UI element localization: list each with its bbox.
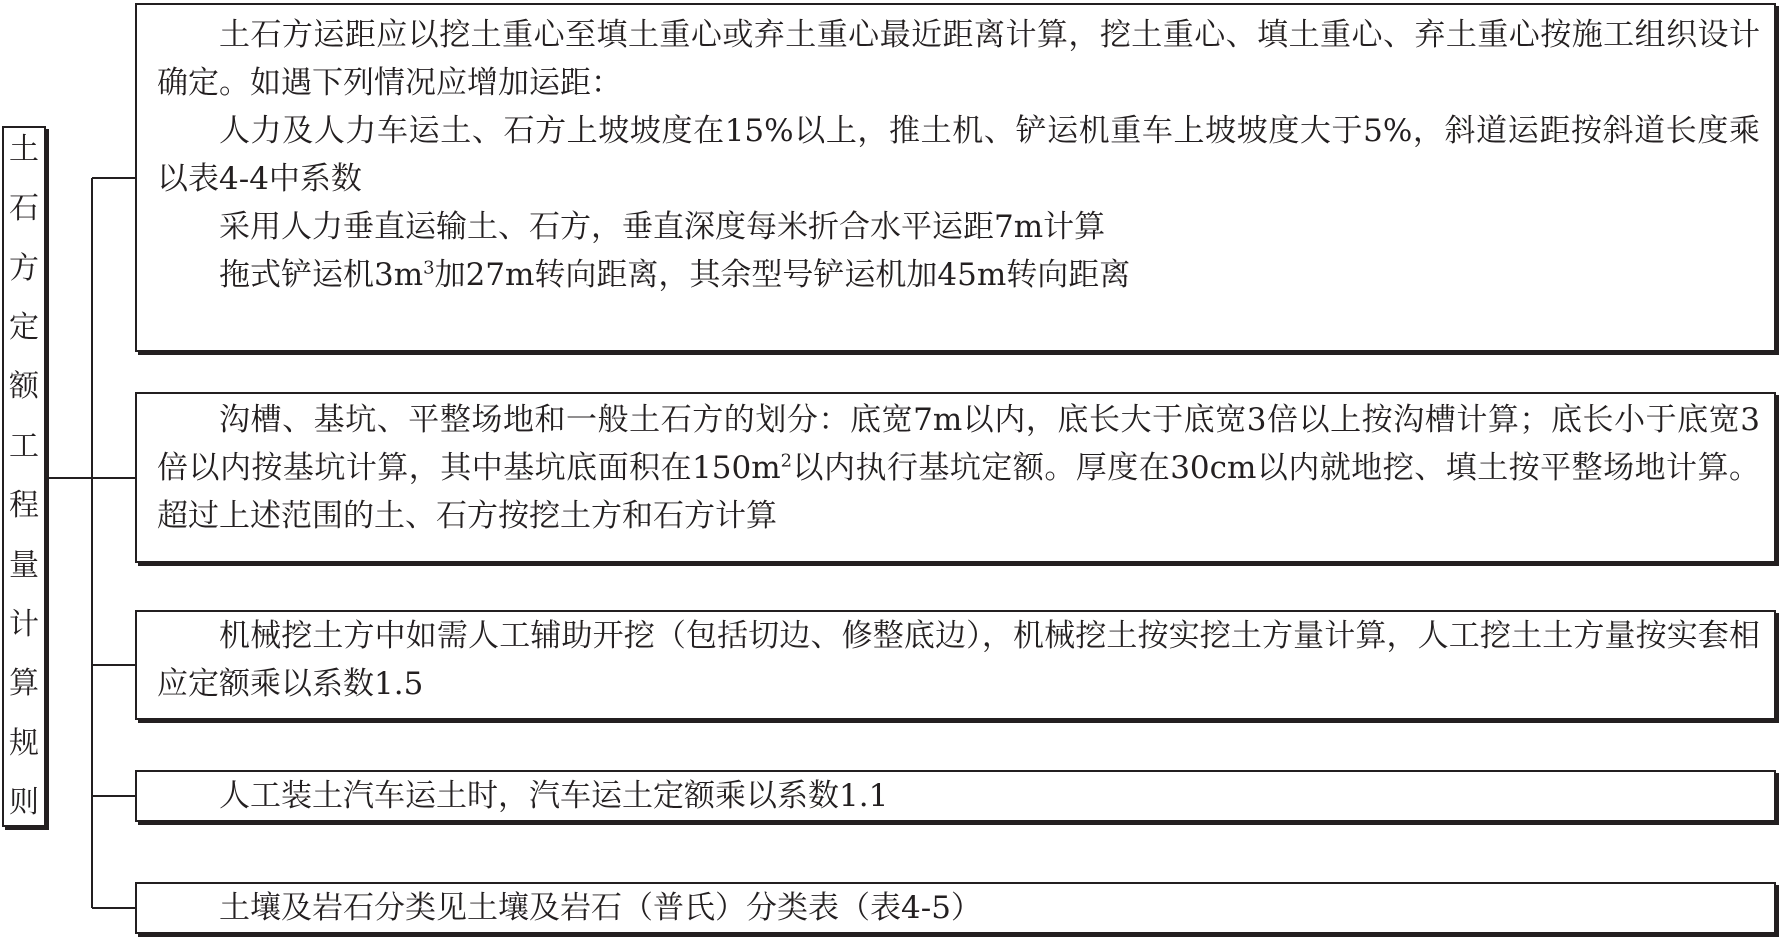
rule-text: 人力及人力车运土、石方上坡坡度在15%以上，推土机、铲运机重车上坡坡度大于5%，斜道运距按斜道长度乘以表4-4中系数 (157, 113, 1760, 197)
superscript: 2 (780, 450, 793, 472)
root-title-char: 规 (9, 725, 39, 761)
rule-box-soil-classification (135, 882, 1776, 934)
rule-text: 土石方运距应以挖土重心至填土重心或弃土重心最近距离计算，挖土重心、填土重心、弃土重心按施工组织设计确定。如遇下列情况应增加运距： (157, 17, 1760, 101)
rule-box-truck-transport (135, 770, 1776, 822)
root-title-box (2, 126, 46, 827)
rule-text-part: 加27m转向距离，其余型号铲运机加45m转向距离 (434, 257, 1131, 293)
rule-box-classification (135, 392, 1776, 563)
root-title-char: 额 (9, 369, 39, 405)
rule-text (157, 251, 1760, 299)
rule-text-part: 以内执行基坑定额。厚度在30cm以内就地挖、填土按平整场地计算。超过上述范围的土、石方按挖土方和石方计算 (157, 450, 1760, 534)
rule-box-haul-distance (135, 3, 1776, 352)
root-title-char: 计 (9, 606, 39, 642)
rule-text: 机械挖土方中如需人工辅助开挖（包括切边、修整底边），机械挖土按实挖土方量计算，人工挖土土方量按实套相应定额乘以系数1.5 (157, 618, 1760, 702)
root-title-char: 程 (9, 488, 39, 524)
root-title-char: 则 (9, 784, 39, 820)
rule-text-part: 拖式铲运机3m (219, 257, 424, 293)
rule-text-part: 沟槽、基坑、平整场地和一般土石方的划分：底宽7m以内，底长大于底宽3倍以上按沟槽计算；底长小于底宽3倍以内按基坑计算，其中基坑底面积在150m (157, 402, 1760, 486)
rule-box-machine-excavation (135, 610, 1776, 720)
rule-text: 采用人力垂直运输土、石方，垂直深度每米折合水平运距7m计算 (219, 209, 1106, 245)
root-title-char: 土 (9, 132, 39, 167)
rule-text: 土壤及岩石分类见土壤及岩石（普氏）分类表（表4-5） (219, 890, 982, 926)
root-title-char: 算 (9, 666, 39, 702)
root-title-char: 定 (9, 310, 39, 346)
root-title-char: 方 (9, 250, 39, 286)
rule-text: 人工装土汽车运土时，汽车运土定额乘以系数1.1 (219, 778, 889, 814)
rule-text (157, 396, 1760, 540)
root-title-char: 量 (9, 547, 39, 583)
root-title-char: 工 (9, 428, 39, 464)
superscript: 3 (423, 257, 435, 279)
root-title-char: 石 (9, 191, 39, 227)
